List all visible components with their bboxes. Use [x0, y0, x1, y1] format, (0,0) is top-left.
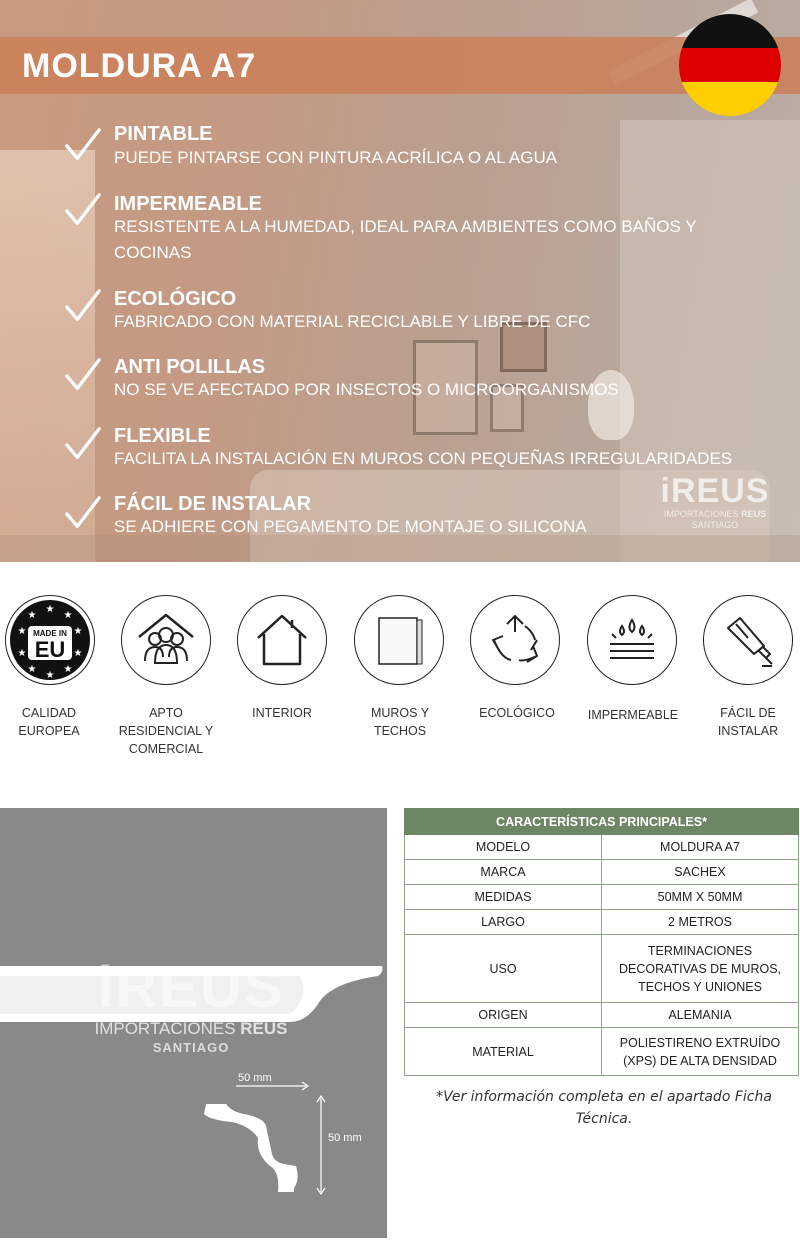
badge-ecologico: [470, 595, 560, 685]
badge-interior: [237, 595, 327, 685]
table-row: [405, 885, 799, 910]
spec-key: MEDIDAS: [405, 885, 602, 910]
badge-label: ECOLÓGICO: [479, 706, 555, 720]
table-row: [405, 1028, 799, 1076]
germany-flag-icon: [679, 14, 781, 116]
svg-text:★: ★: [17, 626, 27, 637]
check-icon: [64, 495, 102, 533]
made-in-eu-icon: [8, 598, 92, 682]
watermark-logo-text: iREUS: [660, 472, 770, 510]
svg-text:★: ★: [63, 610, 73, 621]
badge-facil-de-instalar: [703, 595, 793, 685]
spec-key: MODELO: [405, 835, 602, 860]
svg-text:★: ★: [73, 648, 83, 659]
feature-title: ANTI POLILLAS: [114, 356, 266, 378]
dimension-height-label: 50 mm: [328, 1132, 362, 1144]
panel-icon: [369, 610, 429, 670]
spec-value: MOLDURA A7: [602, 835, 799, 860]
spec-key: ORIGEN: [405, 1003, 602, 1028]
dimension-width-label: 50 mm: [238, 1072, 272, 1084]
feature-desc: RESISTENTE A LA HUMEDAD, IDEAL PARA AMBIENTES COMO BAÑOS Y COCINAS: [114, 217, 697, 262]
feature-desc: FABRICADO CON MATERIAL RECICLABLE Y LIBRE DE CFC: [114, 312, 591, 331]
spec-table-header: CARACTERÍSTICAS PRINCIPALES*: [405, 809, 799, 835]
check-icon: [64, 357, 102, 395]
water-drops-icon: [600, 608, 664, 672]
badge-eu-text: EU: [34, 637, 66, 662]
badge-label: MUROS Y TECHOS: [370, 706, 430, 738]
svg-text:★: ★: [73, 626, 83, 637]
feature-desc: PUEDE PINTARSE CON PINTURA ACRÍLICA O AL AGUA: [114, 148, 558, 167]
glue-tube-icon: [718, 610, 778, 670]
spec-key: MATERIAL: [405, 1028, 602, 1076]
recycle-icon: [485, 610, 545, 670]
badge-label: IMPERMEABLE: [587, 708, 679, 722]
watermark-line1b: REUS: [240, 1019, 288, 1038]
check-icon: [64, 127, 102, 165]
badge-label: CALIDAD EUROPEA: [18, 706, 80, 738]
watermark-line1a: IMPORTACIONES: [663, 509, 739, 519]
check-icon: [64, 288, 102, 326]
people-house-icon: [133, 607, 199, 673]
svg-text:★: ★: [27, 610, 37, 621]
feature-title: ECOLÓGICO: [114, 288, 237, 310]
house-icon: [252, 610, 312, 670]
spec-footnote: *Ver información completa en el apartado Ficha Técnica.: [436, 1089, 772, 1127]
badge-label: FÁCIL DE INSTALAR: [717, 706, 779, 738]
watermark-logo-text: iREUS: [97, 955, 285, 1020]
spec-value: TERMINACIONES DECORATIVAS DE MUROS, TECHOS Y UNIONES: [602, 935, 799, 1003]
svg-text:★: ★: [17, 648, 27, 659]
svg-text:★: ★: [45, 670, 55, 681]
page-title: MOLDURA A7: [22, 47, 257, 85]
spec-key: LARGO: [405, 910, 602, 935]
feature-title: PINTABLE: [114, 123, 213, 145]
badge-impermeable: [587, 595, 677, 685]
spec-value: 2 METROS: [602, 910, 799, 935]
badge-muros-y-techos: [354, 595, 444, 685]
spec-key: USO: [405, 935, 602, 1003]
badge-apto-residencial: [121, 595, 211, 685]
svg-text:★: ★: [63, 664, 73, 675]
watermark-line2: SANTIAGO: [152, 1040, 230, 1055]
table-row: [405, 910, 799, 935]
check-icon: [64, 426, 102, 464]
table-row: [405, 835, 799, 860]
feature-title: IMPERMEABLE: [114, 193, 262, 215]
table-row: [405, 935, 799, 1003]
watermark-line1b: REUS: [741, 509, 767, 519]
spec-value: SACHEX: [602, 860, 799, 885]
badge-calidad-europea: [5, 595, 95, 685]
watermark-line1a: IMPORTACIONES: [94, 1019, 236, 1038]
watermark-logo-large: [80, 957, 302, 1057]
spec-key: MARCA: [405, 860, 602, 885]
table-row: [405, 860, 799, 885]
badge-made-in-text: MADE IN: [33, 629, 67, 638]
svg-text:★: ★: [27, 664, 37, 675]
table-row: [405, 1003, 799, 1028]
badge-label: INTERIOR: [252, 706, 312, 720]
feature-desc: SE ADHIERE CON PEGAMENTO DE MONTAJE O SILICONA: [114, 517, 587, 536]
watermark-logo: [657, 473, 773, 531]
check-icon: [64, 192, 102, 230]
spec-value: ALEMANIA: [602, 1003, 799, 1028]
feature-title: FLEXIBLE: [114, 425, 211, 447]
watermark-line2: SANTIAGO: [691, 520, 739, 530]
svg-text:★: ★: [45, 604, 55, 615]
spec-value: POLIESTIRENO EXTRUÍDO (XPS) DE ALTA DENSIDAD: [602, 1028, 799, 1076]
feature-desc: NO SE VE AFECTADO POR INSECTOS O MICROORGANISMOS: [114, 380, 619, 399]
spec-table: [404, 808, 799, 1076]
spec-value: 50MM X 50MM: [602, 885, 799, 910]
feature-desc: FACILITA LA INSTALACIÓN EN MUROS CON PEQUEÑAS IRREGULARIDADES: [114, 449, 733, 468]
badge-label: APTO RESIDENCIAL Y COMERCIAL: [118, 706, 214, 756]
feature-title: FÁCIL DE INSTALAR: [114, 493, 312, 515]
